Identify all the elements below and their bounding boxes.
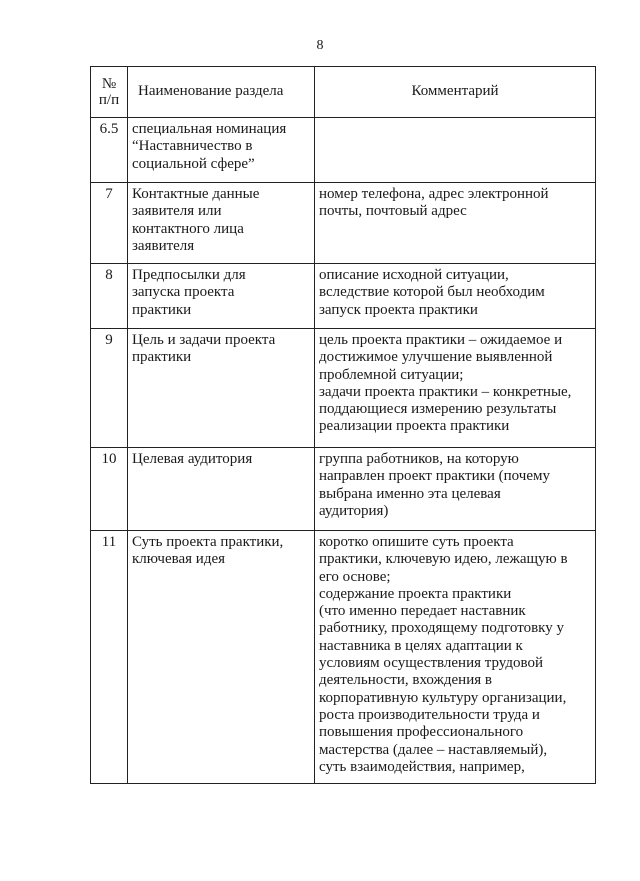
section-name-line: практики [132,301,192,318]
comment-cell [315,329,596,448]
table-header-row [91,67,596,118]
comment-line: почты, почтовый адрес [319,203,467,220]
section-name-line: запуска проекта [132,284,235,301]
section-name-line: Цель и задачи проекта [132,332,276,348]
section-name-line: специальная номинация [132,121,287,137]
section-name-line: Целевая аудитория [132,451,253,467]
row-number: 9 [91,329,128,448]
section-name-cell [128,118,315,183]
comment-cell [315,531,596,784]
table-row [91,118,596,183]
comment-line: выбрана именно эта целевая [319,485,501,502]
header-number-sign: № [101,76,117,92]
comment-line: аудитория) [319,502,389,519]
section-name-line: социальной сфере” [132,155,255,172]
comment-line: корпоративную культуру организации, [319,689,567,706]
comment-line: роста производительности труда и [319,706,540,723]
table-row [91,183,596,264]
comment-line: коротко опишите суть проекта [319,534,514,550]
table-row [91,448,596,531]
comment-line: описание исходной ситуации, [319,267,509,283]
header-number-abbrev: п/п [98,92,120,108]
comment-line: вследствие которой был необходим [319,284,545,301]
comment-line: группа работников, на которую [319,451,519,467]
comment-line: практики, ключевую идею, лежащую в [319,551,568,568]
section-name-cell [128,531,315,784]
section-name-cell [128,264,315,329]
comment-line: проблемной ситуации; [319,366,464,383]
comment-line: наставника в целях адаптации к [319,637,523,654]
header-number [91,67,128,118]
comment-line: деятельности, вхождения в [319,672,492,689]
comment-line: содержание проекта практики [319,585,512,602]
comment-line: направлен проект практики (почему [319,468,550,485]
comment-line: (что именно передает наставник [319,603,526,620]
header-section-name: Наименование раздела [128,67,315,118]
section-name-line: заявителя или [132,203,222,220]
section-name-line: ключевая идея [132,551,226,568]
section-name-cell [128,329,315,448]
section-name-cell [128,183,315,264]
comment-line: работнику, проходящему подготовку у [319,620,564,637]
comment-line: его основе; [319,568,391,585]
comment-line: суть взаимодействия, например, [319,758,525,775]
comment-cell [315,264,596,329]
comment-cell [315,448,596,531]
section-name-line: практики [132,349,192,366]
page-number: 8 [316,38,324,53]
comment-line: мастерства (далее – наставляемый), [319,741,548,758]
header-comment: Комментарий [315,67,596,118]
row-number: 10 [91,448,128,531]
section-name-line: Предпосылки для [132,267,246,283]
comment-cell [315,118,596,183]
comment-line: повышения профессионального [319,724,524,741]
table-row [91,329,596,448]
comment-line: условиям осуществления трудовой [319,655,543,672]
comment-line: запуск проекта практики [319,301,478,318]
section-name-line: Контактные данные [132,186,260,202]
comment-line: номер телефона, адрес электронной [319,186,549,202]
section-name-line: Суть проекта практики, [132,534,284,550]
section-name-line: контактного лица [132,220,244,237]
comment-line: реализации проекта практики [319,418,510,435]
comment-line: задачи проекта практики – конкретные, [319,383,572,400]
nomination-sections-table [90,66,596,784]
table-row [91,264,596,329]
section-name-line: заявителя [132,237,195,254]
row-number: 11 [91,531,128,784]
section-name-cell [128,448,315,531]
row-number: 6.5 [91,118,128,183]
row-number: 8 [91,264,128,329]
row-number: 7 [91,183,128,264]
section-name-line: “Наставничество в [132,138,253,155]
comment-line: поддающиеся измерению результаты [319,401,557,418]
comment-line: достижимое улучшение выявленной [319,349,553,366]
comment-line: цель проекта практики – ожидаемое и [319,332,563,348]
comment-cell [315,183,596,264]
table-row [91,531,596,784]
